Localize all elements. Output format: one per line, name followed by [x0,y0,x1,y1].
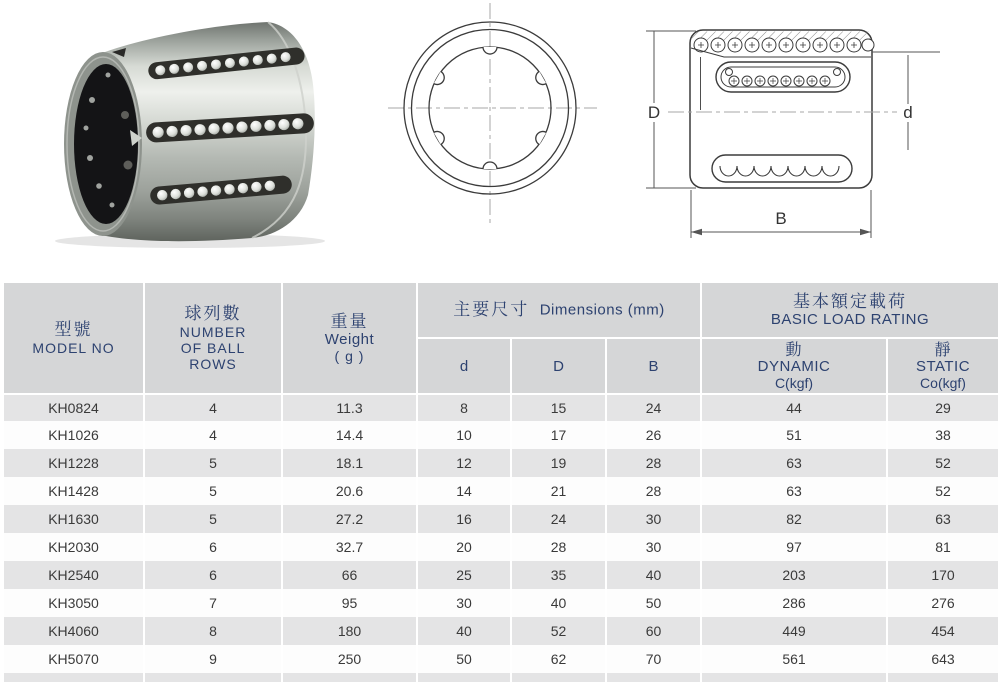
header-weight: 重量 Weight ( g ) [283,283,418,393]
figures-row [0,0,1000,260]
cell-dynamic-c-kgf: 449 [702,617,888,645]
cell-dim-B: 28 [607,477,702,505]
cell-dim-B: 26 [607,421,702,449]
cell-empty [888,673,998,682]
cell-static-co-kgf: 38 [888,421,998,449]
cell-ball-rows: 6 [145,561,283,589]
cell-empty [283,673,418,682]
header-ball-rows: 球列數 NUMBER OF BALL ROWS [145,283,283,393]
cell-ball-rows: 4 [145,393,283,421]
cell-dim-D: 28 [512,533,607,561]
cell-dim-D: 62 [512,645,607,673]
cell-dim-d: 12 [418,449,512,477]
cell-dynamic-c-kgf: 82 [702,505,888,533]
table-row [4,421,998,449]
cell-dim-d: 30 [418,589,512,617]
cell-ball-rows: 5 [145,505,283,533]
cell-model-no: KH1428 [4,477,145,505]
dim-label-B: B [775,209,787,228]
cell-dim-B: 28 [607,449,702,477]
cell-weight-g: 11.3 [283,393,418,421]
spec-table-body [4,393,998,682]
cell-static-co-kgf: 63 [888,505,998,533]
cell-weight-g: 180 [283,617,418,645]
bearing-product-photo [40,10,340,250]
cell-dynamic-c-kgf: 561 [702,645,888,673]
cell-ball-rows: 4 [145,421,283,449]
cell-dim-B: 24 [607,393,702,421]
lower-slot [712,155,852,182]
cell-weight-g: 14.4 [283,421,418,449]
cell-dim-d: 14 [418,477,512,505]
bearing-bore [74,64,138,224]
header-dim-B: B [607,337,702,393]
cell-dynamic-c-kgf: 97 [702,533,888,561]
cell-empty [512,673,607,682]
cell-static-co-kgf: 52 [888,477,998,505]
cell-dim-D: 35 [512,561,607,589]
cell-static-co-kgf: 454 [888,617,998,645]
cell-weight-g: 18.1 [283,449,418,477]
cell-dynamic-c-kgf: 51 [702,421,888,449]
bearing-section-drawing [628,0,996,250]
header-load-rating-group: 基本額定載荷 BASIC LOAD RATING [702,283,998,337]
table-row [4,617,998,645]
cell-empty [418,673,512,682]
cell-dim-B: 30 [607,505,702,533]
cell-dim-d: 50 [418,645,512,673]
cell-static-co-kgf: 170 [888,561,998,589]
cell-empty [702,673,888,682]
cell-dynamic-c-kgf: 63 [702,449,888,477]
cell-weight-g: 66 [283,561,418,589]
table-row [4,589,998,617]
cell-dim-D: 52 [512,617,607,645]
cell-dim-d: 10 [418,421,512,449]
cell-dim-d: 20 [418,533,512,561]
cell-empty [4,673,145,682]
cell-static-co-kgf: 276 [888,589,998,617]
cell-dim-B: 60 [607,617,702,645]
cell-dim-d: 40 [418,617,512,645]
cell-ball-rows: 5 [145,477,283,505]
cell-static-co-kgf: 643 [888,645,998,673]
cell-ball-rows: 7 [145,589,283,617]
spec-table [4,283,998,682]
table-row [4,505,998,533]
cell-weight-g: 250 [283,645,418,673]
upper-slot [716,62,850,92]
header-dim-d: d [418,337,512,393]
cell-dynamic-c-kgf: 44 [702,393,888,421]
cell-weight-g: 20.6 [283,477,418,505]
spec-table-header [4,283,998,393]
cell-model-no: KH4060 [4,617,145,645]
cell-dim-D: 19 [512,449,607,477]
table-row [4,477,998,505]
bearing-front-view-drawing [385,0,600,228]
cell-dim-d: 16 [418,505,512,533]
table-row [4,533,998,561]
cell-weight-g: 27.2 [283,505,418,533]
cell-model-no: KH1630 [4,505,145,533]
cell-dim-B: 30 [607,533,702,561]
cell-weight-g: 32.7 [283,533,418,561]
cell-dim-D: 40 [512,589,607,617]
cell-dynamic-c-kgf: 63 [702,477,888,505]
cell-dim-B: 50 [607,589,702,617]
cell-static-co-kgf: 81 [888,533,998,561]
centerlines [388,3,597,223]
cell-dim-d: 25 [418,561,512,589]
cell-static-co-kgf: 52 [888,449,998,477]
dim-label-d: d [903,103,913,122]
cell-model-no: KH1228 [4,449,145,477]
cell-dynamic-c-kgf: 286 [702,589,888,617]
cell-ball-rows: 8 [145,617,283,645]
cell-static-co-kgf: 29 [888,393,998,421]
header-dimensions-group: 主要尺寸 Dimensions (mm) [418,283,702,337]
table-row [4,561,998,589]
cell-dim-D: 24 [512,505,607,533]
cell-ball-rows: 9 [145,645,283,673]
cell-dim-d: 8 [418,393,512,421]
table-row [4,645,998,673]
table-row [4,393,998,421]
cell-model-no: KH2540 [4,561,145,589]
header-dynamic-load: 動 DYNAMIC C(kgf) [702,337,888,393]
cell-weight-g: 95 [283,589,418,617]
dim-label-D: D [647,103,661,122]
cell-empty [607,673,702,682]
table-row-partial [4,673,998,682]
table-row [4,449,998,477]
cell-dim-B: 40 [607,561,702,589]
cell-dynamic-c-kgf: 203 [702,561,888,589]
cell-model-no: KH1026 [4,421,145,449]
cell-ball-rows: 6 [145,533,283,561]
header-model-no-en: MODEL NO [32,340,115,356]
header-model-no [4,283,145,393]
cell-dim-D: 15 [512,393,607,421]
cell-ball-rows: 5 [145,449,283,477]
cell-dim-B: 70 [607,645,702,673]
cell-model-no: KH2030 [4,533,145,561]
header-model-no-zh: 型號 [54,320,93,339]
cell-model-no: KH5070 [4,645,145,673]
cell-empty [145,673,283,682]
cell-dim-D: 17 [512,421,607,449]
cell-dim-D: 21 [512,477,607,505]
cell-model-no: KH0824 [4,393,145,421]
header-dim-D: D [512,337,607,393]
cell-model-no: KH3050 [4,589,145,617]
header-static-load: 靜 STATIC Co(kgf) [888,337,998,393]
